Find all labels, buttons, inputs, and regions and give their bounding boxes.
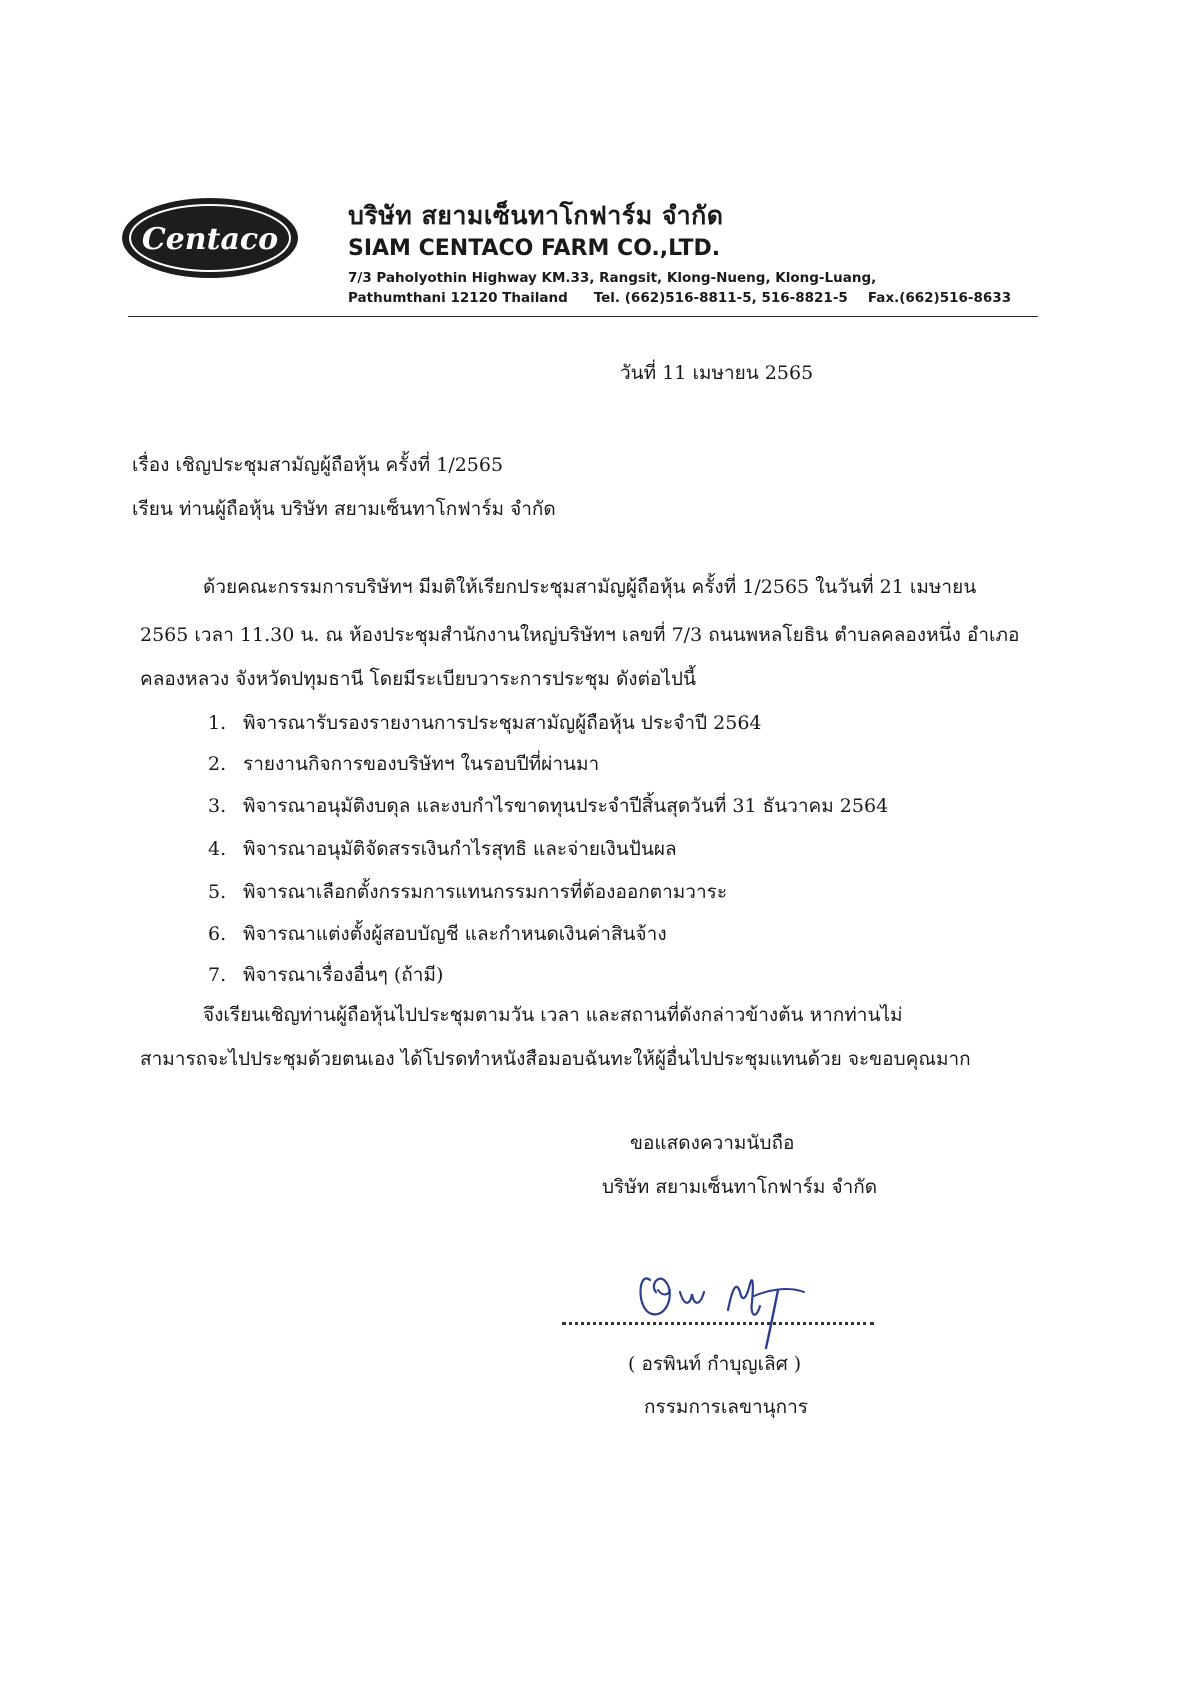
letter-recipient: เรียน ท่านผู้ถือหุ้น บริษัท สยามเซ็นทาโกฟาร์ม จำกัด (132, 498, 556, 520)
logo-text: Centaco (141, 222, 279, 257)
letter-subject: เรื่อง เชิญประชุมสามัญผู้ถือหุ้น ครั้งที่ 1/2565 (132, 454, 504, 476)
body-line: ด้วยคณะกรรมการบริษัทฯ มีมติให้เรียกประชุมสามัญผู้ถือหุ้น ครั้งที่ 1/2565 ในวันที่ 21 เมษายน (203, 576, 977, 598)
signature-line (562, 1322, 874, 1325)
agenda-item (208, 714, 762, 733)
company-name-en: SIAM CENTACO FARM CO.,LTD. (348, 236, 721, 261)
agenda-item (208, 755, 599, 774)
agenda-number: 1. (208, 712, 227, 734)
body-line: 2565 เวลา 11.30 น. ณ ห้องประชุมสำนักงานใหญ่บริษัทฯ เลขที่ 7/3 ถนนพหลโยธิน ตำบลคลองหนึ่ง อำเภอ (140, 624, 1020, 646)
agenda-item (208, 966, 443, 985)
signer-name: ( อรพินท์ กำบุญเลิศ ) (628, 1353, 802, 1375)
company-name-th: บริษัท สยามเซ็นทาโกฟาร์ม จำกัด (348, 201, 724, 230)
signer-title: กรรมการเลขานุการ (644, 1396, 808, 1418)
address-line-2 (348, 290, 1011, 306)
company-signoff: บริษัท สยามเซ็นทาโกฟาร์ม จำกัด (602, 1176, 878, 1198)
agenda-item (208, 883, 727, 902)
agenda-number: 7. (208, 964, 227, 986)
agenda-text: พิจารณารับรองรายงานการประชุมสามัญผู้ถือหุ้น ประจำปี 2564 (243, 712, 762, 734)
closing-line: จึงเรียนเชิญท่านผู้ถือหุ้นไปประชุมตามวัน เวลา และสถานที่ดังกล่าวข้างต้น หากท่านไม่ (203, 1004, 903, 1026)
agenda-text: พิจารณาเลือกตั้งกรรมการแทนกรรมการที่ต้องออกตามวาระ (243, 881, 728, 903)
centaco-logo (120, 196, 300, 280)
regards-text: ขอแสดงความนับถือ (630, 1132, 795, 1154)
agenda-text: พิจารณาอนุมัติงบดุล และงบกำไรขาดทุนประจำปีสิ้นสุดวันที่ 31 ธันวาคม 2564 (243, 795, 889, 817)
handwritten-signature (628, 1240, 828, 1350)
fax-number: Fax.(662)516-8633 (867, 290, 1012, 306)
telephone: Tel. (662)516-8811-5, 516-8821-5 (593, 290, 848, 306)
agenda-text: พิจารณาอนุมัติจัดสรรเงินกำไรสุทธิ และจ่ายเงินปันผล (243, 838, 677, 860)
agenda-number: 5. (208, 881, 227, 903)
agenda-text: พิจารณาแต่งตั้งผู้สอบบัญชี และกำหนดเงินค่าสินจ้าง (243, 923, 667, 945)
header-divider (128, 316, 1038, 317)
agenda-number: 2. (208, 753, 227, 775)
agenda-text: รายงานกิจการของบริษัทฯ ในรอบปีที่ผ่านมา (243, 753, 600, 775)
agenda-number: 3. (208, 795, 227, 817)
agenda-item (208, 797, 888, 816)
address-line-1: 7/3 Paholyothin Highway KM.33, Rangsit, Klong-Nueng, Klong-Luang, (348, 270, 877, 286)
agenda-number: 4. (208, 838, 227, 860)
letter-date: วันที่ 11 เมษายน 2565 (620, 362, 814, 384)
address-city: Pathumthani 12120 Thailand (348, 290, 568, 306)
agenda-item (208, 840, 677, 859)
agenda-number: 6. (208, 923, 227, 945)
agenda-text: พิจารณาเรื่องอื่นๆ (ถ้ามี) (243, 964, 444, 986)
closing-line: สามารถจะไปประชุมด้วยตนเอง ได้โปรดทำหนังสือมอบฉันทะให้ผู้อื่นไปประชุมแทนด้วย จะขอบคุณมาก (140, 1048, 971, 1070)
agenda-item (208, 925, 667, 944)
body-line: คลองหลวง จังหวัดปทุมธานี โดยมีระเบียบวาระการประชุม ดังต่อไปนี้ (140, 668, 696, 690)
